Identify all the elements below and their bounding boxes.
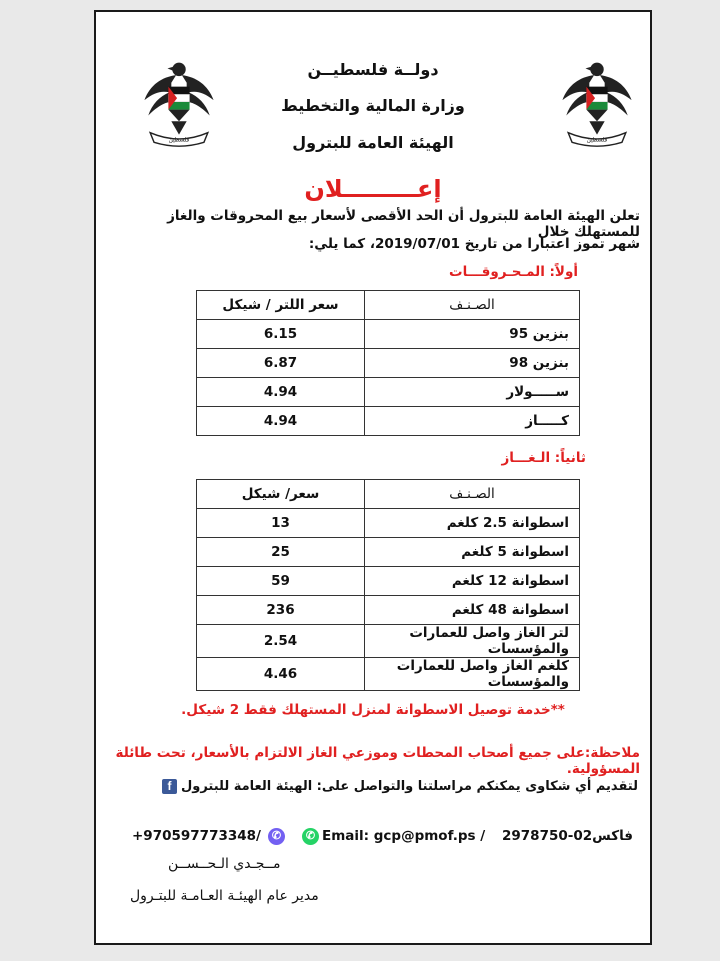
whatsapp-icon[interactable]: ✆ — [302, 828, 319, 845]
emblem-label: فلسطين — [586, 137, 608, 144]
gas-prices-table — [196, 479, 580, 691]
fuel-type: بنزين 98 — [365, 349, 580, 378]
intro-line-1: تعلن الهيئة العامة للبترول أن الحد الأقصى لأسعار بيع المحروقات والغاز للمستهلك خلال — [167, 208, 640, 240]
table-row — [197, 596, 580, 625]
gas-price: 4.46 — [197, 658, 365, 691]
gas-price: 25 — [197, 538, 365, 567]
viber-icon[interactable]: ✆ — [268, 828, 285, 845]
column-header-price: سعر/ شيكل — [197, 480, 365, 509]
table-row — [197, 625, 580, 658]
fuel-type: بنزين 95 — [365, 320, 580, 349]
gas-type: لتر الغاز واصل للعمارات والمؤسسات — [365, 625, 580, 658]
gas-type: اسطوانة 5 كلغم — [365, 538, 580, 567]
authority-name: الهيئة العامة للبترول — [292, 133, 454, 152]
phone-number: +970597773348/ — [132, 828, 261, 844]
table-header-row — [197, 480, 580, 509]
gas-price: 13 — [197, 509, 365, 538]
fax-number: فاكس02-2978750 — [502, 828, 634, 844]
fuel-type: كـــــاز — [365, 407, 580, 436]
intro-line-2: شهر تموز اعتبارا من تاريخ 2019/07/01، كما يلي: — [308, 236, 640, 252]
remark-note: ملاحظة:على جميع أصحاب المحطات وموزعي الغاز الالتزام بالأسعار، تحت طائلة المسؤولية. — [115, 745, 640, 777]
facebook-icon[interactable]: f — [162, 779, 177, 794]
table-row — [197, 567, 580, 596]
table-row — [197, 378, 580, 407]
fuel-price: 6.87 — [197, 349, 365, 378]
complaints-line — [162, 779, 638, 794]
complaints-text: لتقديم أي شكاوى يمكنكم مراسلتنا والتواصل على: الهيئة العامة للبترول — [180, 779, 638, 794]
fuel-prices-table — [196, 290, 580, 436]
table-row — [197, 320, 580, 349]
gas-type: اسطوانة 2.5 كلغم — [365, 509, 580, 538]
delivery-note: **خدمة توصيل الاسطوانة لمنزل المستهلك فقط 2 شيكل. — [181, 702, 565, 718]
email-address: Email: gcp@pmof.ps / — [322, 828, 486, 844]
contact-row — [132, 828, 632, 850]
fuels-heading: أولاً: المـحـروقـــات — [449, 264, 578, 280]
announcement-title: إعـــــــــلان — [304, 175, 442, 203]
ministry-name: وزارة المالية والتخطيط — [281, 96, 465, 115]
table-row — [197, 538, 580, 567]
fuel-price: 4.94 — [197, 407, 365, 436]
column-header-type: الصـنـف — [365, 480, 580, 509]
column-header-price: سعر اللتر / شيكل — [197, 291, 365, 320]
fuel-price: 4.94 — [197, 378, 365, 407]
announcement-sheet — [94, 10, 652, 945]
emblem-label: فلسطين — [168, 137, 190, 144]
table-row — [197, 509, 580, 538]
fuel-type: ســـــولار — [365, 378, 580, 407]
table-header-row — [197, 291, 580, 320]
signatory-title: مدير عام الهيئـة العـامـة للبتـرول — [130, 888, 319, 904]
gas-price: 236 — [197, 596, 365, 625]
gas-heading: ثانياً: الـغـــاز — [501, 450, 586, 466]
table-row — [197, 407, 580, 436]
column-header-type: الصـنـف — [365, 291, 580, 320]
gas-price: 2.54 — [197, 625, 365, 658]
state-name: دولــة فلسطيــن — [307, 60, 439, 79]
table-row — [197, 658, 580, 691]
table-row — [197, 349, 580, 378]
gas-price: 59 — [197, 567, 365, 596]
gas-type: كلغم الغاز واصل للعمارات والمؤسسات — [365, 658, 580, 691]
gas-type: اسطوانة 12 كلغم — [365, 567, 580, 596]
signatory-name: مــجـدي الـحــســن — [168, 856, 281, 872]
fuel-price: 6.15 — [197, 320, 365, 349]
gas-type: اسطوانة 48 كلغم — [365, 596, 580, 625]
